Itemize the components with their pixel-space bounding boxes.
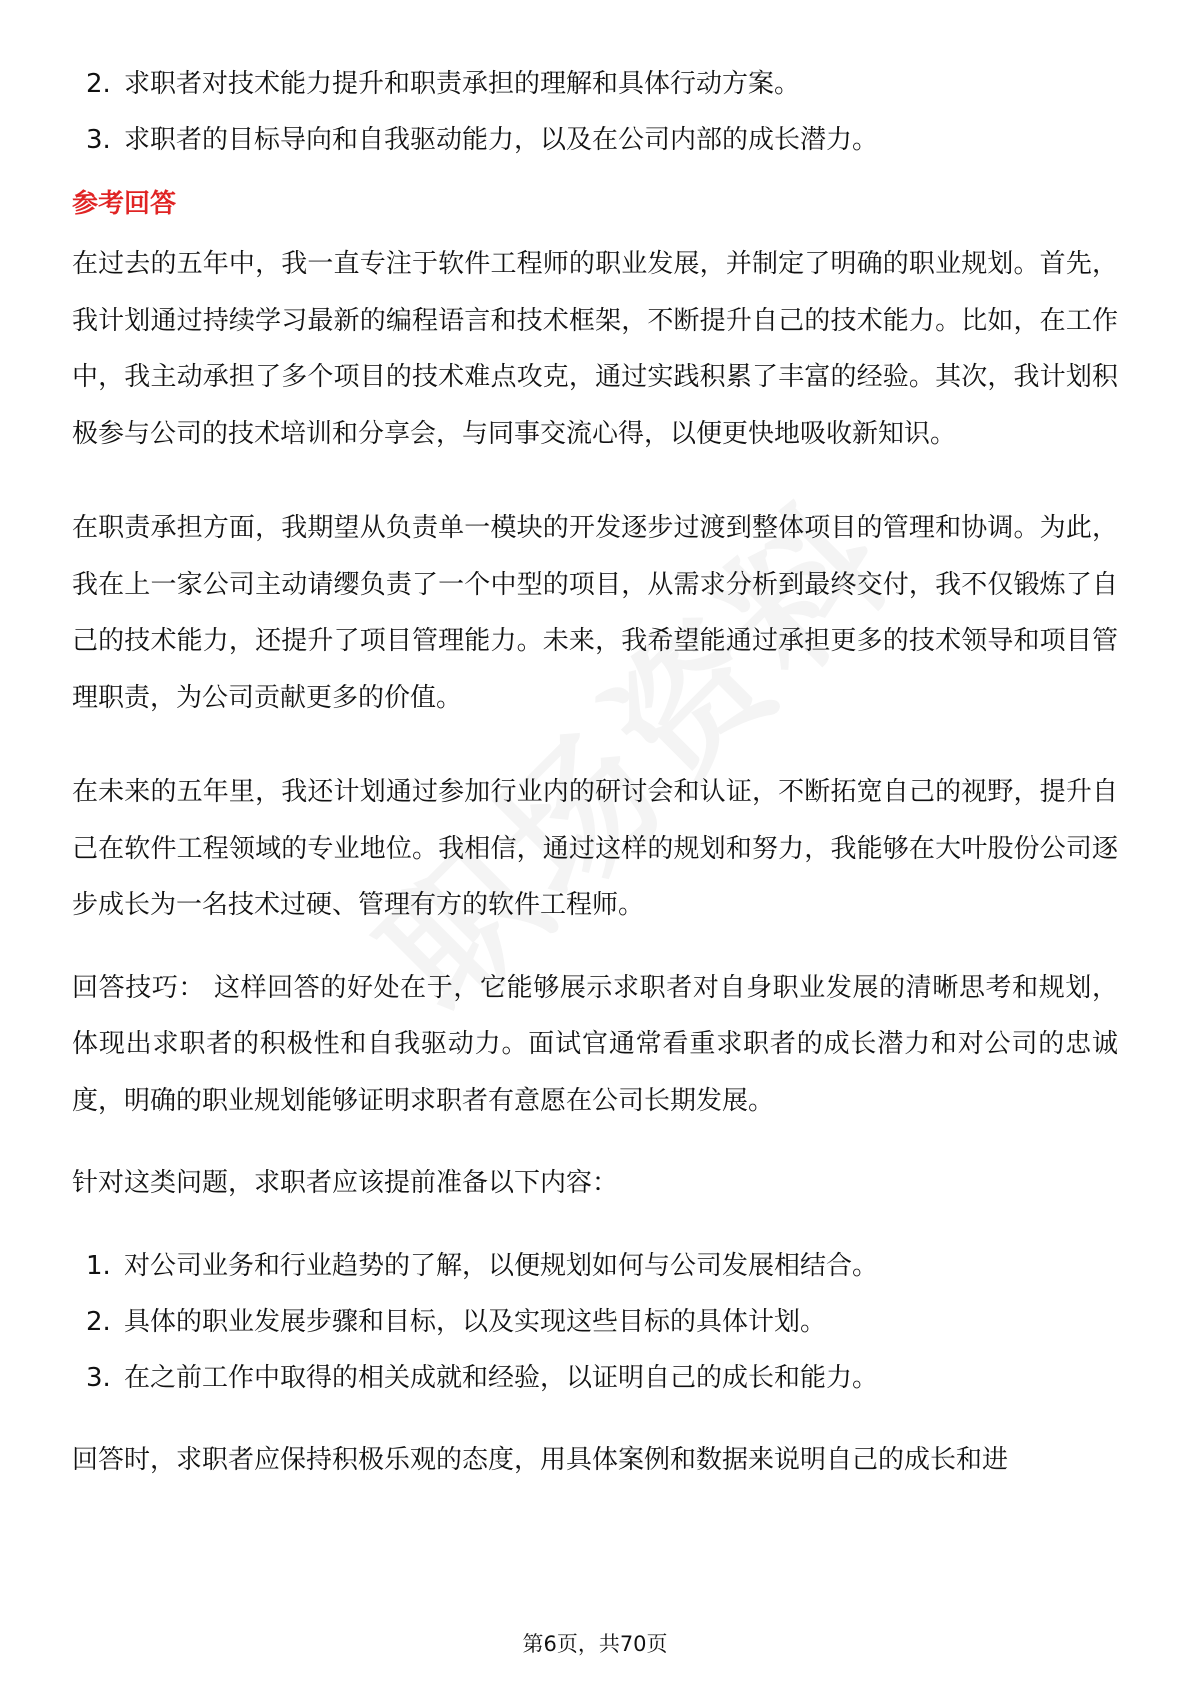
closing-paragraph: 回答时，求职者应保持积极乐观的态度，用具体案例和数据来说明自己的成长和进 [72,1444,1009,1475]
answer-tips-paragraph: 回答技巧： 这样回答的好处在于，它能够展示求职者对自身职业发展的清晰思考和规划，体现出求职者的积极性和自我驱动力。面试官通常看重求职者的成长潜力和对公司的忠诚度，明确的职业规划能够证明求职者有意愿在公司长期发展。 [72,972,1118,1116]
answer-paragraph-2: 在职责承担方面，我期望从负责单一模块的开发逐步过渡到整体项目的管理和协调。为此，我在上一家公司主动请缨负责了一个中型的项目，从需求分析到最终交付，我不仅锻炼了自己的技术能力，还提升了项目管理能力。未来，我希望能通过承担更多的技术领导和项目管理职责，为公司贡献更多的价值。 [72,513,1118,713]
list-item [72,1294,1118,1350]
answer-paragraph-3: 在未来的五年里，我还计划通过参加行业内的研讨会和认证，不断拓宽自己的视野，提升自己在软件工程领域的专业地位。我相信，通过这样的规划和努力，我能够在大叶股份公司逐步成长为一名技术过硬、管理有方的软件工程师。 [72,777,1118,920]
list-number: 3. [86,1362,111,1393]
answer-paragraph-1: 在过去的五年中，我一直专注于软件工程师的职业发展，并制定了明确的职业规划。首先，我计划通过持续学习最新的编程语言和技术框架，不断提升自己的技术能力。比如，在工作中，我主动承担了多个项目的技术难点攻克，通过实践积累了丰富的经验。其次，我计划积极参与公司的技术培训和分享会，与同事交流心得，以便更快地吸收新知识。 [72,249,1118,449]
page-number-footer: 第6页，共70页 [522,1632,668,1656]
top-numbered-list [72,56,1118,168]
list-text: 在之前工作中取得的相关成就和经验，以证明自己的成长和能力。 [124,1362,879,1393]
list-number: 2. [86,1306,111,1337]
list-item [72,1350,1118,1406]
list-item [72,56,1118,112]
bottom-numbered-list [72,1238,1118,1406]
list-text: 对公司业务和行业趋势的了解，以便规划如何与公司发展相结合。 [124,1250,879,1281]
preparation-intro: 针对这类问题，求职者应该提前准备以下内容： [72,1168,619,1198]
page-content [72,56,1118,1488]
list-number: 2. [86,69,111,99]
list-item [72,1238,1118,1294]
list-text: 具体的职业发展步骤和目标，以及实现这些目标的具体计划。 [124,1306,827,1337]
list-text: 求职者对技术能力提升和职责承担的理解和具体行动方案。 [124,69,801,99]
reference-answer-heading: 参考回答 [72,189,177,219]
list-item [72,112,1118,168]
list-number: 3. [86,125,111,155]
list-number: 1. [86,1250,111,1281]
list-text: 求职者的目标导向和自我驱动能力，以及在公司内部的成长潜力。 [124,125,879,155]
